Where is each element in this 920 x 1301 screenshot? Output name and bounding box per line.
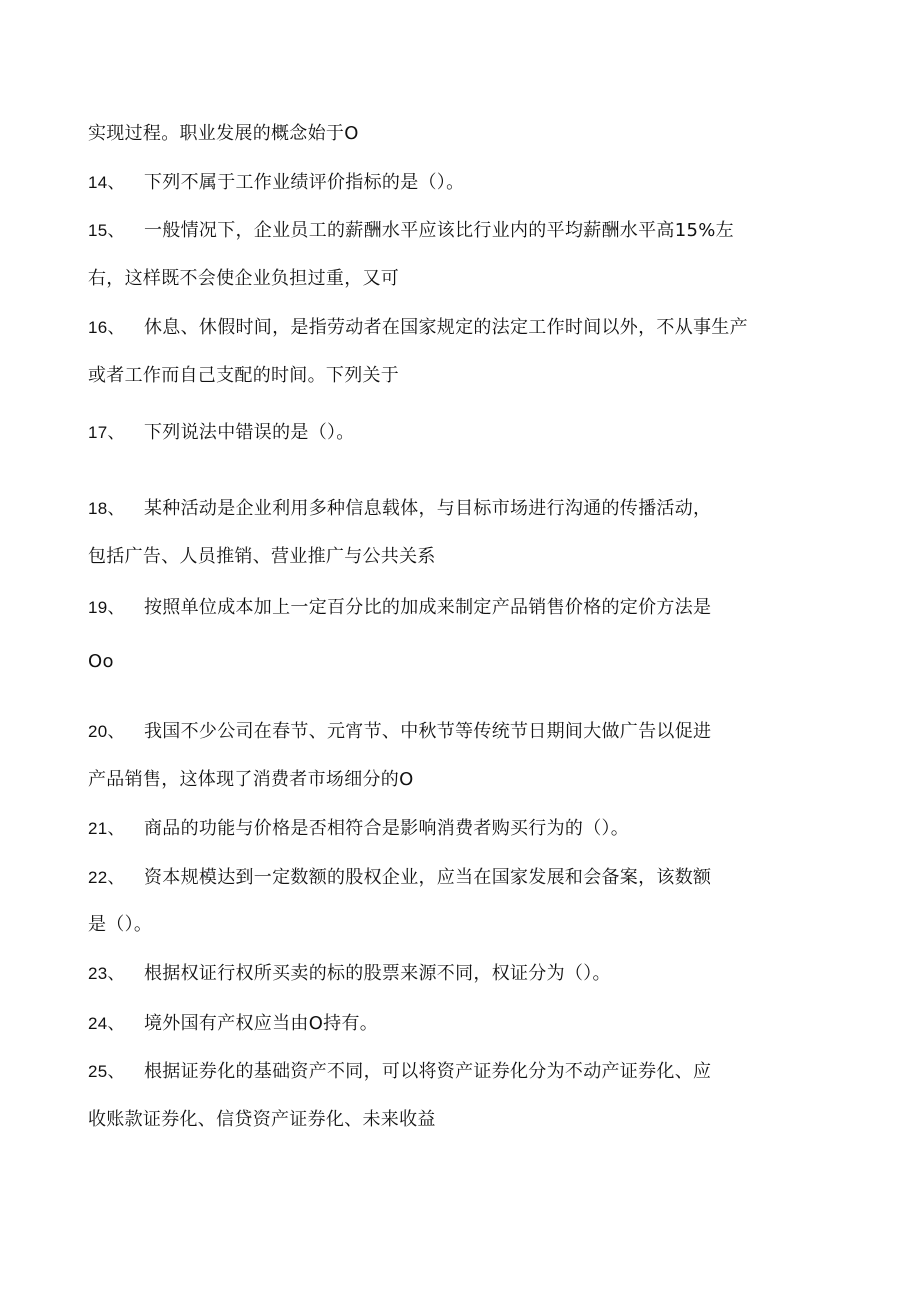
question-text: 下列不属于工作业绩评价指标的是（）。 xyxy=(144,172,465,193)
question-text: 我国不少公司在春节、元宵节、中秋节等传统节日期间大做广告以促进 xyxy=(144,721,712,742)
question-text: 下列说法中错误的是（）。 xyxy=(144,422,355,443)
line-text: 是（）。 xyxy=(88,914,153,935)
text-line xyxy=(88,1108,436,1132)
question-number: 17、 xyxy=(88,423,125,442)
line-text: Oo xyxy=(88,651,114,672)
question-number: 25、 xyxy=(88,1062,125,1081)
question-14 xyxy=(88,171,464,195)
question-25 xyxy=(88,1060,711,1084)
question-number: 22、 xyxy=(88,868,125,887)
text-line xyxy=(88,913,152,937)
question-number: 20、 xyxy=(88,722,125,741)
question-23 xyxy=(88,962,611,986)
question-19 xyxy=(88,596,711,620)
question-17 xyxy=(88,421,355,445)
question-20 xyxy=(88,720,711,744)
line-text: 包括广告、人员推销、营业推广与公共关系 xyxy=(88,546,436,567)
question-text: 商品的功能与价格是否相符合是影响消费者购买行为的（）。 xyxy=(144,818,630,839)
question-text: 一般情况下，企业员工的薪酬水平应该比行业内的平均薪酬水平高15%左 xyxy=(144,220,734,241)
question-number: 23、 xyxy=(88,964,125,983)
question-15 xyxy=(88,219,734,243)
question-number: 15、 xyxy=(88,221,125,240)
text-line xyxy=(88,650,114,674)
question-text: 根据权证行权所买卖的标的股票来源不同，权证分为（）。 xyxy=(144,963,611,984)
text-line xyxy=(88,122,359,146)
question-number: 16、 xyxy=(88,318,125,337)
question-22 xyxy=(88,866,711,890)
question-number: 21、 xyxy=(88,819,125,838)
question-text: 按照单位成本加上一定百分比的加成来制定产品销售价格的定价方法是 xyxy=(144,597,712,618)
question-number: 24、 xyxy=(88,1014,125,1033)
question-text: 资本规模达到一定数额的股权企业，应当在国家发展和会备案，该数额 xyxy=(144,867,712,888)
text-line xyxy=(88,768,414,792)
text-line xyxy=(88,267,399,291)
question-18 xyxy=(88,497,711,521)
question-24 xyxy=(88,1012,378,1036)
line-text: 收账款证券化、信贷资产证券化、未来收益 xyxy=(88,1109,436,1130)
text-line xyxy=(88,545,436,569)
question-text: 休息、休假时间，是指劳动者在国家规定的法定工作时间以外，不从事生产 xyxy=(144,317,748,338)
text-line xyxy=(88,364,399,388)
question-text: 根据证券化的基础资产不同，可以将资产证券化分为不动产证券化、应 xyxy=(144,1061,712,1082)
question-16 xyxy=(88,316,748,340)
question-21 xyxy=(88,817,629,841)
question-text: 境外国有产权应当由O持有。 xyxy=(144,1013,379,1034)
line-text: 或者工作而自己支配的时间。下列关于 xyxy=(88,365,400,386)
line-text: 产品销售，这体现了消费者市场细分的O xyxy=(88,769,414,790)
line-text: 右，这样既不会使企业负担过重，又可 xyxy=(88,268,400,289)
line-text: 实现过程。职业发展的概念始于O xyxy=(88,123,359,144)
question-number: 19、 xyxy=(88,598,125,617)
question-number: 14、 xyxy=(88,173,125,192)
question-number: 18、 xyxy=(88,499,125,518)
question-text: 某种活动是企业利用多种信息载体，与目标市场进行沟通的传播活动， xyxy=(144,498,712,519)
